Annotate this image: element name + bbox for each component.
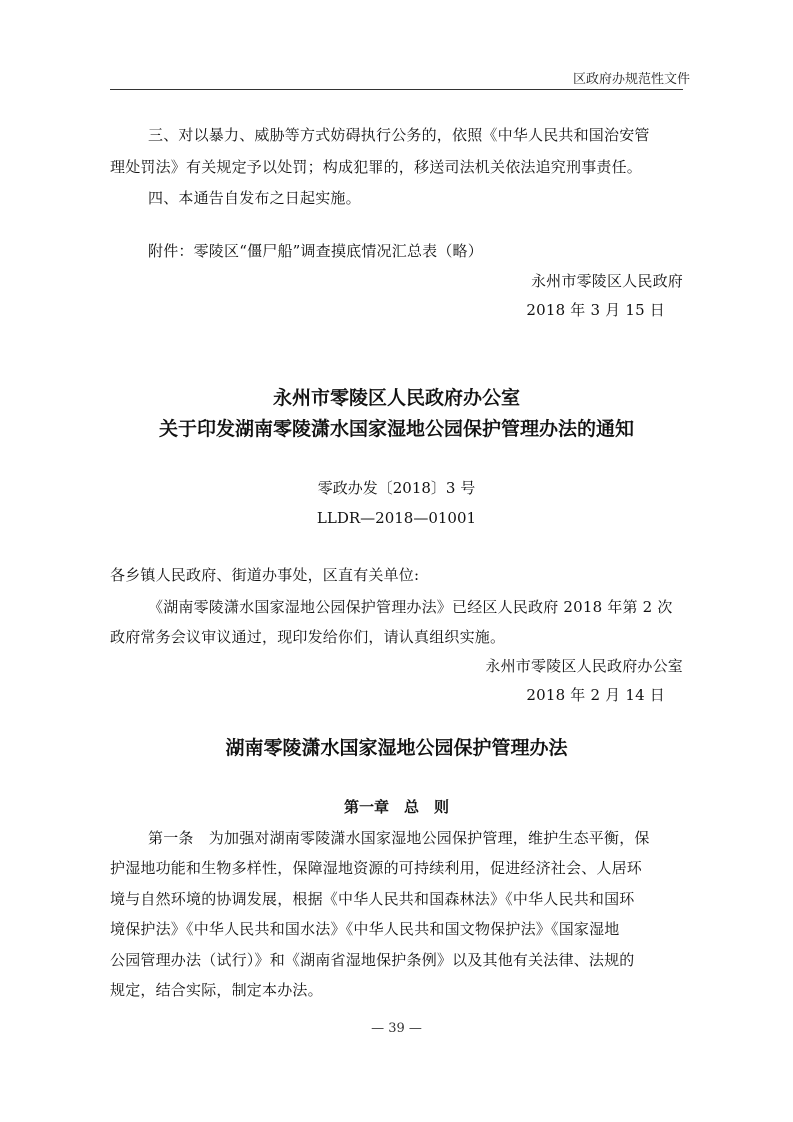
- addressee: 各乡镇人民政府、街道办事处，区直有关单位:: [110, 566, 420, 584]
- chapter1-heading: 第一章 总 则: [343, 798, 449, 816]
- regulation-title: 湖南零陵潇水国家湿地公园保护管理办法: [225, 737, 568, 759]
- header-rule: [110, 89, 683, 90]
- notice2-signer: 永州市零陵区人民政府办公室: [485, 657, 683, 675]
- article1-line: 公园管理办法（试行）》和《湖南省湿地保护条例》以及其他有关法律、法规的: [110, 951, 635, 969]
- article1-line: 规定，结合实际，制定本办法。: [110, 981, 323, 999]
- notice2-title-line2: 关于印发湖南零陵潇水国家湿地公园保护管理办法的通知: [158, 418, 634, 440]
- reg-number: LLDR—2018—01001: [316, 509, 477, 527]
- notice2-title-line1: 永州市零陵区人民政府办公室: [272, 387, 520, 409]
- article1-line: 第一条 为加强对湖南零陵潇水国家湿地公园保护管理，维护生态平衡，保: [148, 829, 650, 847]
- notice2-date: 2018 年 2 月 14 日: [526, 686, 665, 704]
- attachment-line: 附件：零陵区“僵尸船”调查摸底情况汇总表（略）: [148, 242, 483, 260]
- notice1-signer: 永州市零陵区人民政府: [530, 272, 683, 290]
- page-number: — 39 —: [371, 1021, 422, 1036]
- doc-number: 零政办发〔2018〕3 号: [317, 479, 476, 497]
- article1-line: 境与自然环境的协调发展，根据《中华人民共和国森林法》《中华人民共和国环: [110, 890, 635, 908]
- article1-line: 护湿地功能和生物多样性，保障湿地资源的可持续利用，促进经济社会、人居环: [110, 859, 643, 877]
- notice1-date: 2018 年 3 月 15 日: [526, 301, 665, 319]
- item3-line2: 理处罚法》有关规定予以处罚；构成犯罪的，移送司法机关依法追究刑事责任。: [110, 158, 643, 176]
- item3-line1: 三、对以暴力、威胁等方式妨碍执行公务的，依照《中华人民共和国治安管: [148, 126, 650, 144]
- header-label: 区政府办规范性文件: [572, 72, 690, 87]
- item4: 四、本通告自发布之日起实施。: [148, 189, 361, 207]
- notice2-body-line1: 《湖南零陵潇水国家湿地公园保护管理办法》已经区人民政府 2018 年第 2 次: [148, 598, 673, 616]
- article1-line: 境保护法》《中华人民共和国水法》《中华人民共和国文物保护法》《国家湿地: [110, 920, 620, 938]
- notice2-body-line2: 政府常务会议审议通过，现印发给你们，请认真组织实施。: [110, 628, 506, 646]
